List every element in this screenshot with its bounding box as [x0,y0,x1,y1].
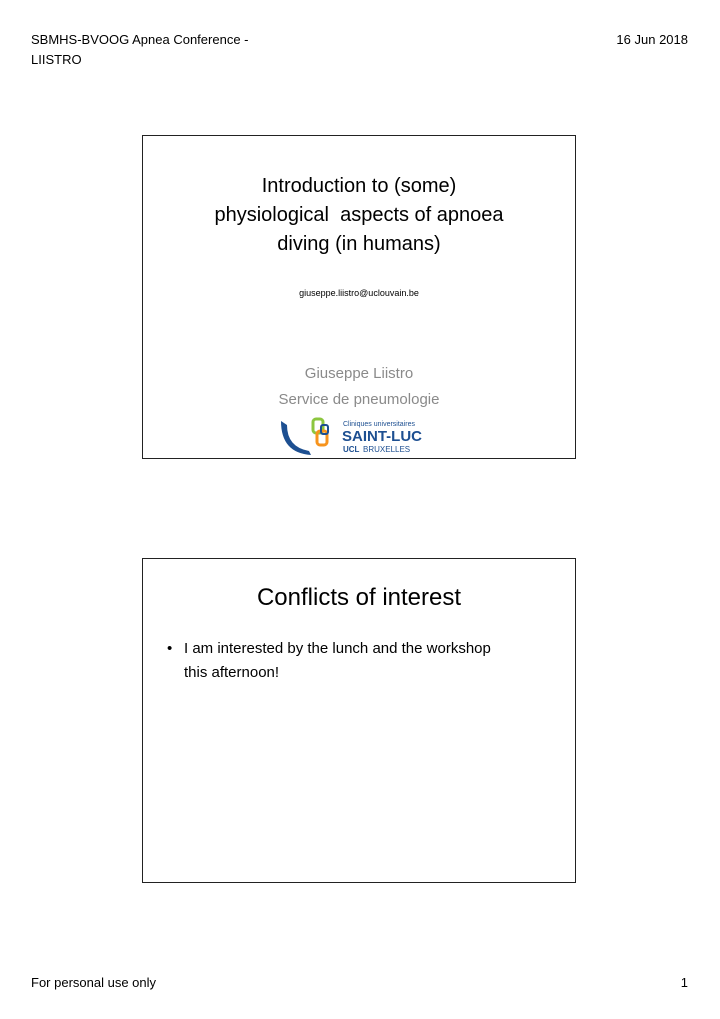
slide1-title-line3: diving (in humans) [277,233,441,255]
logo-swoosh-icon [281,421,311,455]
slide1-author-block [143,361,575,413]
page-number: 1 [680,975,688,990]
logo-line3-ucl: UCL [343,445,360,454]
header-conference-line1: SBMHS-BVOOG Apnea Conference - [31,32,249,47]
header-conference-line2: LIISTRO [31,52,82,67]
slide2-title: Conflicts of interest [256,584,462,611]
bullet-line1: I am interested by the lunch and the workshop [184,640,491,657]
slide1-department: Service de pneumologie [278,391,440,408]
saint-luc-logo [279,415,423,457]
slide1-author: Giuseppe Liistro [304,365,414,382]
slide1-title-line1: Introduction to (some) [261,175,457,197]
slide-title [142,135,576,459]
page-header-date: 16 Jun 2018 [616,32,688,47]
slide2-bullet-list [167,637,555,685]
slide1-title [143,172,575,259]
slide1-email: giuseppe.liistro@uclouvain.be [299,288,419,298]
logo-line2: SAINT-LUC [342,428,422,445]
slide-conflicts [142,558,576,883]
page-footer-note: For personal use only [31,975,157,990]
list-item [167,637,555,685]
page-header-conference [31,30,291,70]
bullet-icon: • [167,640,173,657]
logo-line1: Cliniques universitaires [343,421,415,428]
slide1-title-line2: physiological aspects of apnoea [214,204,504,226]
logo-line3-bruxelles: BRUXELLES [363,445,411,454]
bullet-line2: this afternoon! [184,664,280,681]
